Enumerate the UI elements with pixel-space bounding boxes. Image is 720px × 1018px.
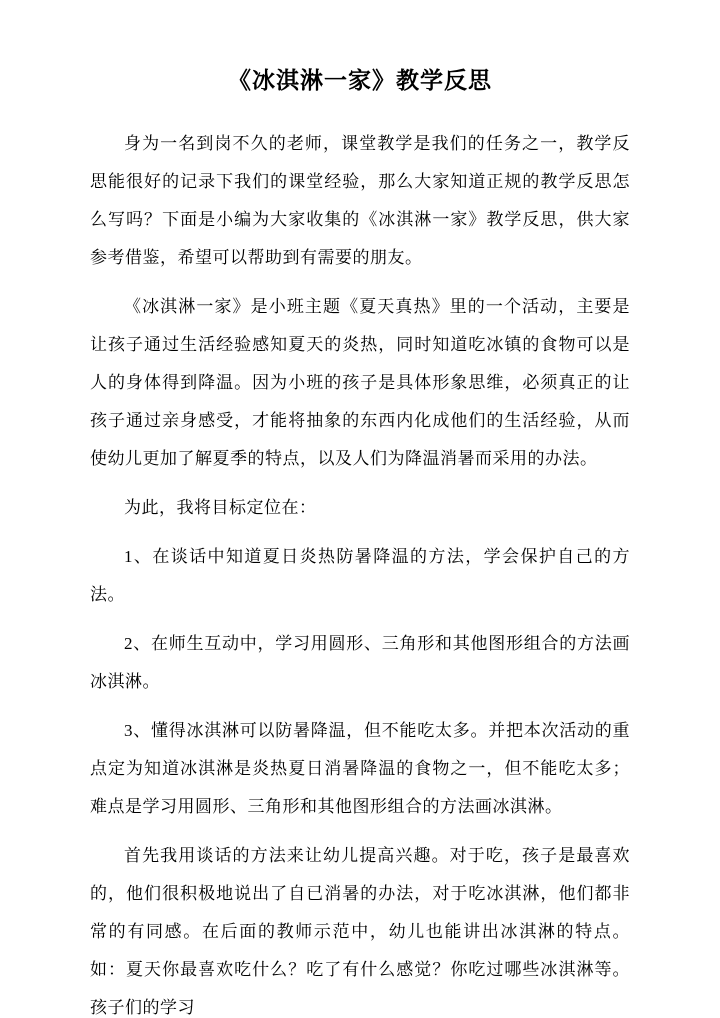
paragraph: 首先我用谈话的方法来让幼儿提高兴趣。对于吃，孩子是最喜欢的，他们很积极地说出了自已消暑的办法，对于吃冰淇淋，他们都非常的有同感。在后面的教师示范中，幼儿也能讲出冰淇淋的特点。如：夏天你最喜欢吃什么？吃了有什么感觉？你吃过哪些冰淇淋等。孩子们的学习: [90, 846, 630, 1017]
paragraph: 身为一名到岗不久的老师，课堂教学是我们的任务之一，教学反思能很好的记录下我们的课堂经验，那么大家知道正规的教学反思怎么写吗？下面是小编为大家收集的《冰淇淋一家》教学反思，供大家参考借鉴，希望可以帮助到有需要的朋友。: [90, 134, 630, 267]
document-title: 《冰淇淋一家》教学反思: [228, 68, 492, 93]
document-body: [90, 125, 630, 1018]
paragraph: 2、在师生互动中，学习用圆形、三角形和其他图形组合的方法画冰淇淋。: [90, 634, 630, 691]
paragraph: 1、在谈话中知道夏日炎热防暑降温的方法，学会保护自己的方法。: [90, 547, 630, 604]
paragraph: 《冰淇淋一家》是小班主题《夏天真热》里的一个活动，主要是让孩子通过生活经验感知夏天的炎热，同时知道吃冰镇的食物可以是人的身体得到降温。因为小班的孩子是具体形象思维，必须真正的让孩子通过亲身感受，才能将抽象的东西内化成他们的生活经验，从而使幼儿更加了解夏季的特点，以及人们为降温消暑而采用的办法。: [90, 297, 630, 468]
paragraph: 为此，我将目标定位在：: [124, 498, 317, 517]
paragraph: 3、懂得冰淇淋可以防暑降温，但不能吃太多。并把本次活动的重点定为知道冰淇淋是炎热夏日消暑降温的食物之一，但不能吃太多；难点是学习用圆形、三角形和其他图形组合的方法画冰淇淋。: [90, 721, 630, 816]
